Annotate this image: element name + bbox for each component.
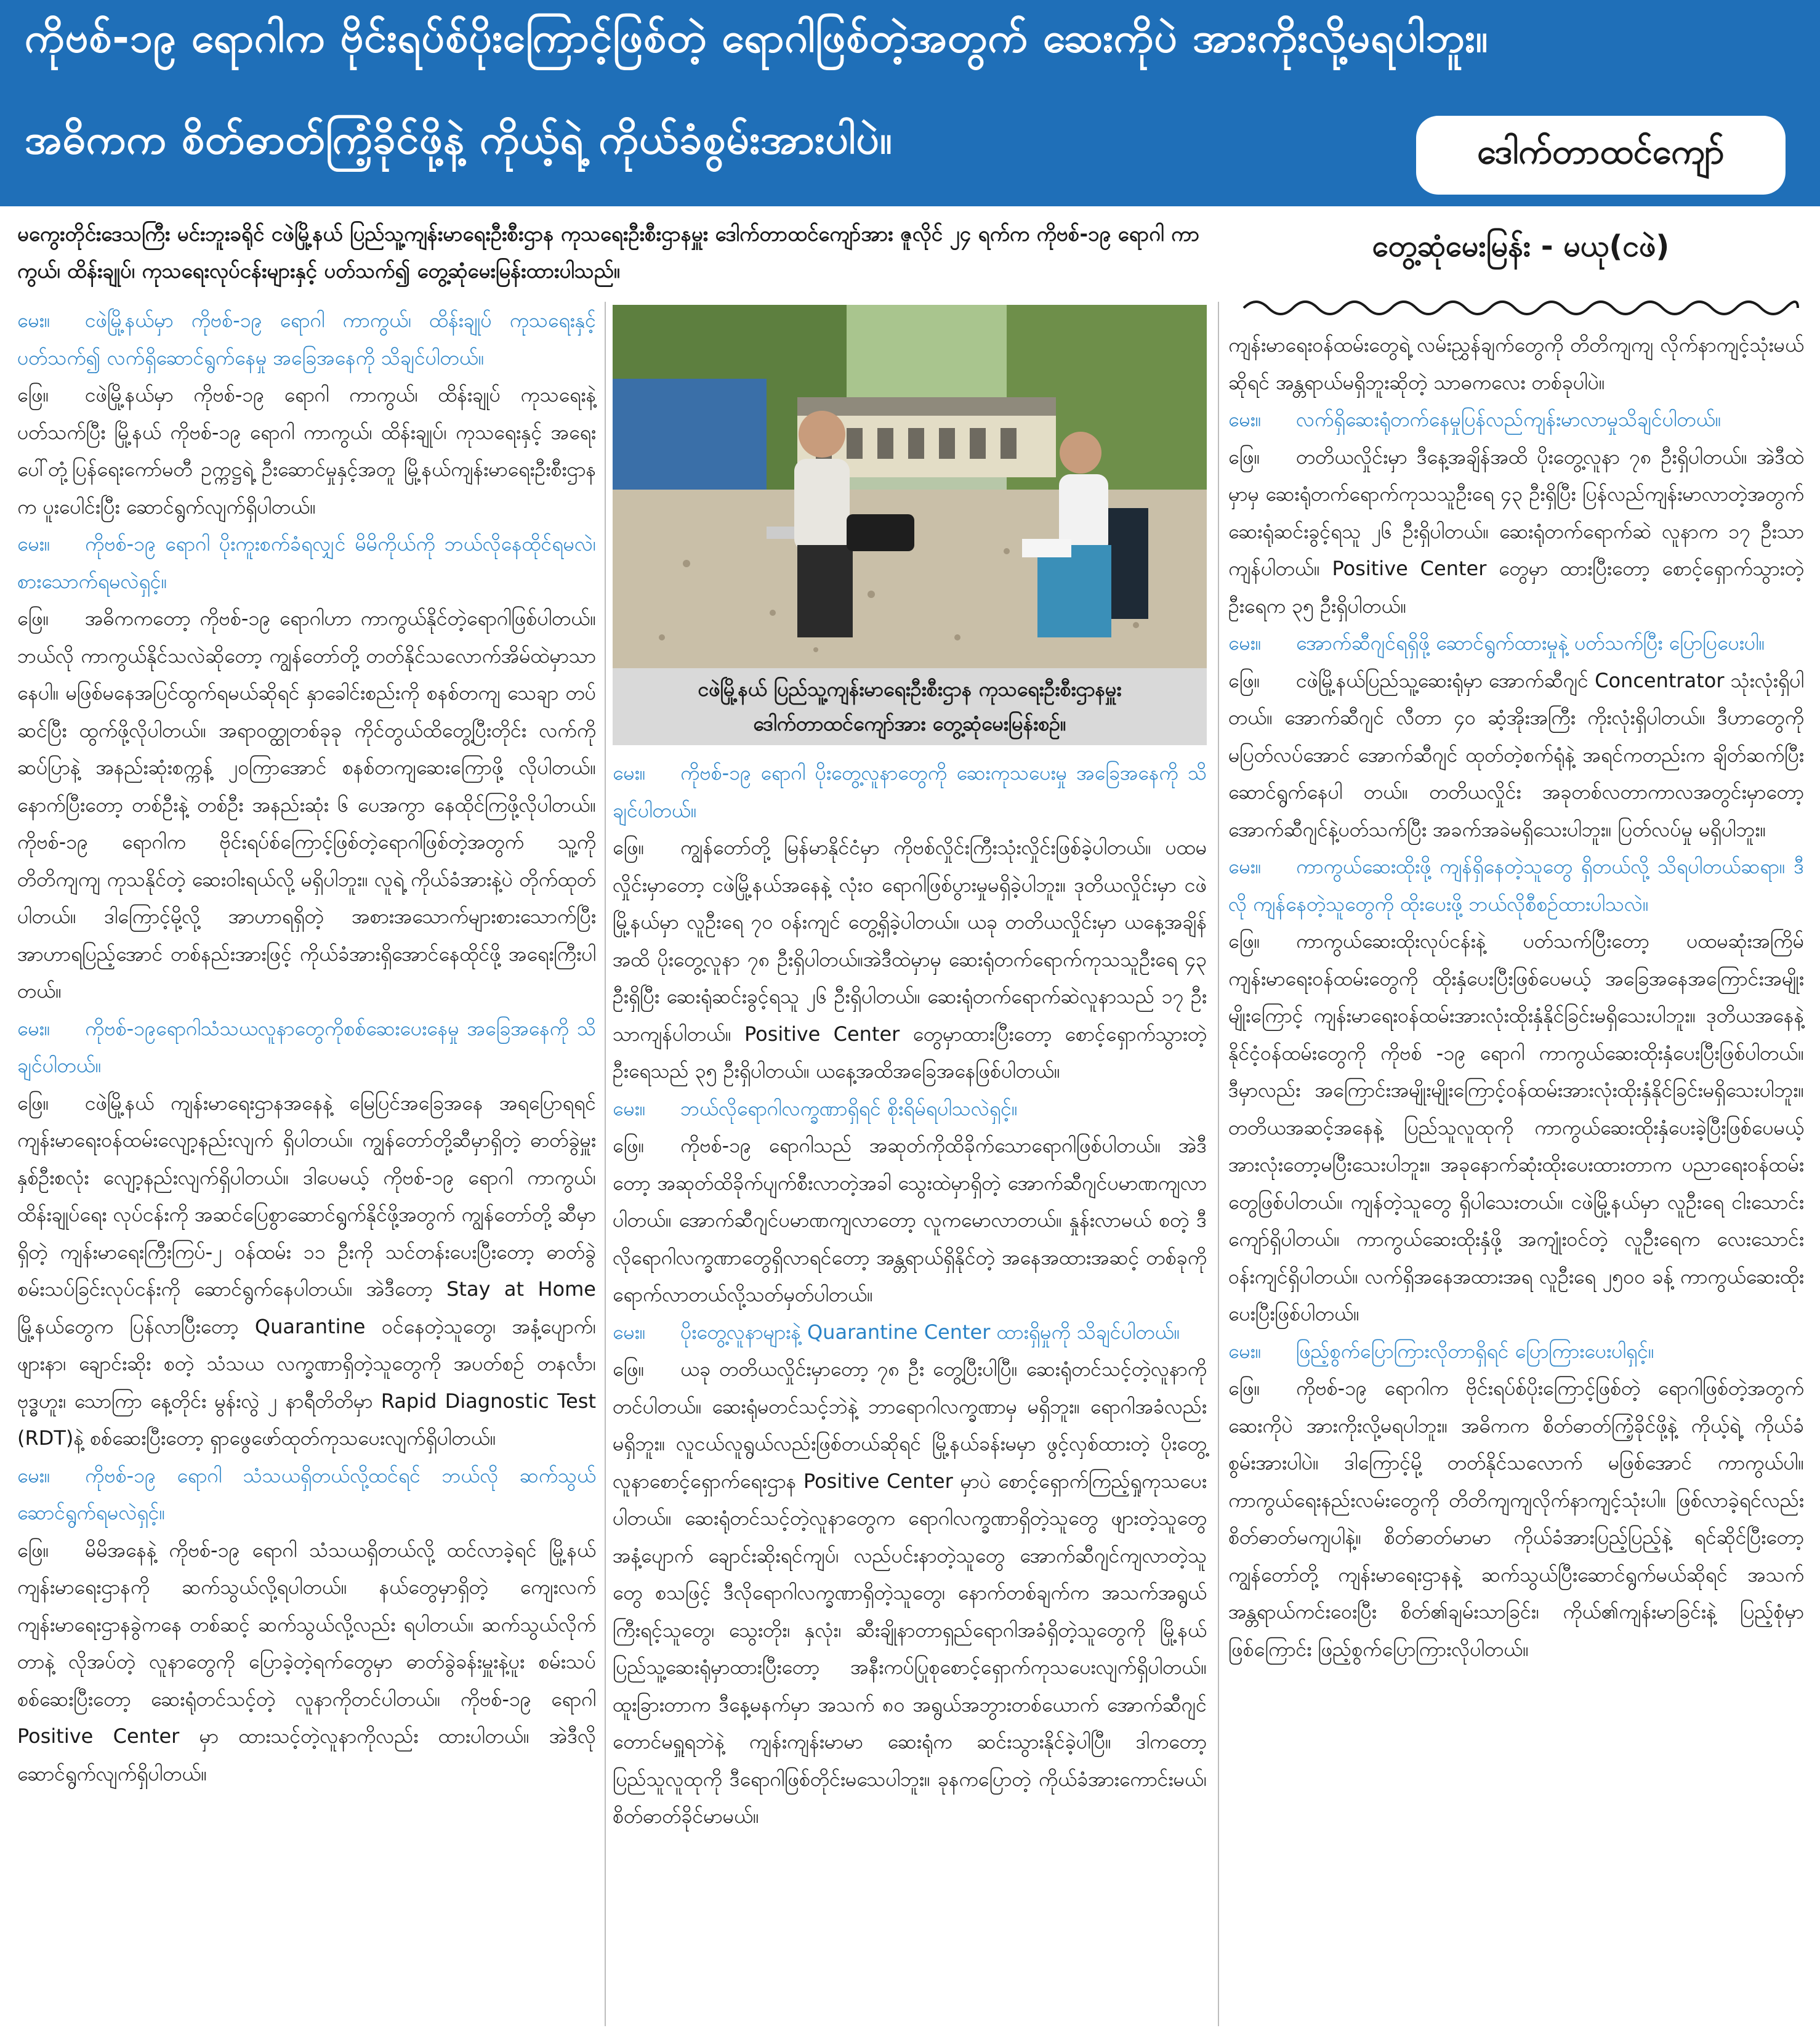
answer-paragraph (17, 600, 596, 1010)
answer-paragraph (1228, 1370, 1804, 1668)
question-tag: မေး။ (1228, 408, 1262, 431)
answer-paragraph (1228, 923, 1804, 1333)
question-tag: မေး။ (613, 1320, 646, 1344)
continued-paragraph: ကျန်းမာရေးဝန်ထမ်းတွေရဲ့ လမ်းညွှန်ချက်တွေကို တိတိကျကျ လိုက်နာကျင့်သုံးမယ်ဆိုရင် အန္တရာယ်မရှိဘူးဆိုတဲ့ သာဓကလေး တစ်ခုပါပဲ။ (1228, 333, 1804, 394)
answer-tag: ဖြေ။ (613, 1134, 645, 1157)
column-divider (605, 302, 606, 2026)
question-paragraph (17, 1010, 596, 1085)
answer-text: မိမိအနေနဲ့ ကိုဗစ်-၁၉ ရောဂါ သံသယရှိတယ်လို့ ထင်လာခဲ့ရင် မြို့နယ်ကျန်းမာရေးဌာနကို ဆက်သွယ်လို့ရပါတယ်။ နယ်တွေမှာရှိတဲ့ ကျေးလက်ကျန်းမာရေးဌာနခွဲကနေ တစ်ဆင့် ဆက်သွယ်လို့လည်း ရပါတယ်။ ဆက်သွယ်လိုက်တာနဲ့ လိုအပ်တဲ့ လူနာတွေကို ပြောခဲ့တဲ့ရက်တွေမှာ ဓာတ်ခွဲခန်းမှူးနဲ့ပူး စမ်းသပ်စစ်ဆေးပြီးတော့ ဆေးရုံတင်သင့်တဲ့ လူနာကိုတင်ပါတယ်။ ကိုဗစ်-၁၉ ရောဂါ Positive Center မှာ ထားသင့်တဲ့လူနာကိုလည်း ထားပါတယ်။ အဲဒီလို ဆောင်ရွက်လျက်ရှိပါတယ်။ (17, 1538, 596, 1785)
question-paragraph (613, 754, 1207, 829)
question-paragraph (1228, 624, 1804, 662)
column-divider (1218, 302, 1219, 2026)
answer-tag: ဖြေ။ (1228, 1376, 1260, 1400)
question-tag: မေး။ (17, 1016, 50, 1040)
answer-text: ကာကွယ်ဆေးထိုးလုပ်ငန်းနဲ့ ပတ်သက်ပြီးတော့ ပထမဆုံးအကြိမ် ကျန်းမာရေးဝန်ထမ်းတွေကို ထိုးနှံပေးပြီးဖြစ်ပေမယ့် အခြေအနေအကြောင်းအမျိုးမျိုးကြောင့် ကျန်းမာရေးဝန်ထမ်းအားလုံးထိုးနှံနိုင်ခြင်းမရှိသေးပါဘူး။ ဒုတိယအနေနဲ့ နိုင်ငံ့ဝန်ထမ်းတွေကို ကိုဗစ် -၁၉ ရောဂါ ကာကွယ်ဆေးထိုးနှံပေးပြီးဖြစ်ပါတယ်။ ဒီမှာလည်း အကြောင်းအမျိုးမျိုးကြောင့်ဝန်ထမ်းအားလုံးထိုးနှံနိုင်ခြင်းမရှိသေးပါဘူး။ တတိယအဆင့်အနေနဲ့ ပြည်သူလူထုကို ကာကွယ်ဆေးထိုးနှံပေးခဲ့ပြီးဖြစ်ပေမယ့် အားလုံးတော့မပြီးသေးပါဘူး။ အခုနောက်ဆုံးထိုးပေးထားတာက ပညာရေးဝန်ထမ်းတွေဖြစ်ပါတယ်။ ကျန်တဲ့သူတွေ ရှိပါသေးတယ်။ ငဖဲမြို့နယ်မှာ လူဦးရေ ငါးသောင်းကျော်ရှိပါတယ်။ ကာကွယ်ဆေးထိုးနှံဖို့ အကျုံးဝင်တဲ့ လူဦးရေက လေးသောင်း ဝန်းကျင်ရှိပါတယ်။ လက်ရှိအနေအထားအရ လူဦးရေ ၂၅၀၀ ခန့် ကာကွယ်ဆေးထိုးပေးပြီးဖြစ်ပါတယ်။ (1228, 929, 1805, 1325)
answer-tag: ဖြေ။ (17, 1091, 49, 1115)
question-tag: မေး။ (1228, 1339, 1262, 1363)
article-column-1 (17, 302, 596, 1792)
article-column-2 (613, 754, 1207, 1835)
answer-paragraph (613, 1127, 1207, 1314)
byline-badge: ဒေါက်တာထင်ကျော် (1416, 116, 1786, 195)
answer-tag: ဖြေ။ (1228, 929, 1260, 953)
photo-caption-line-1: ငဖဲမြို့နယ် ပြည်သူ့ကျန်းမာရေးဦးစီးဌာန ကုသရေးဦးစီးဌာနမှူး (698, 677, 1122, 701)
answer-tag: ဖြေ။ (17, 383, 49, 406)
answer-paragraph (17, 1532, 596, 1793)
question-text: အောက်ဆီဂျင်ရရှိဖို့ ဆောင်ရွက်ထားမှုနဲ့ ပတ်သက်ပြီး ပြောပြပေးပါ။ (1296, 631, 1765, 655)
question-paragraph (17, 1457, 596, 1532)
answer-text: ကျွန်တော်တို့ မြန်မာနိုင်ငံမှာ ကိုဗစ်လှိုင်းကြီးသုံးလှိုင်းဖြစ်ခဲ့ပါတယ်။ ပထမလှိုင်းမှာတော့ ငဖဲမြို့နယ်အနေနဲ့ လုံးဝ ရောဂါဖြစ်ပွားမှုမရှိခဲ့ပါဘူး။ ဒုတိယလှိုင်းမှာ ငဖဲမြို့နယ်မှာ လူဦးရေ ၇၀ ဝန်းကျင် တွေ့ရှိခဲ့ပါတယ်။ ယခု တတိယလှိုင်းမှာ ယနေ့အချိန်အထိ ပိုးတွေ့လူနာ ၇၈ ဦးရှိပါတယ်။အဲဒီထဲမှာမှ ဆေးရုံတက်ရောက်ကုသသူဦးရေ ၄၃ ဦးရှိပြီး ဆေးရုံဆင်းခွင့်ရသူ ၂၆ ဦးရှိပါတယ်။ ဆေးရုံတက်ရောက်ဆဲလူနာသည် ၁၇ ဦးသာကျန်ပါတယ်။ Positive Center တွေမှာထားပြီးတော့ စောင့်ရှောက်သွားတဲ့ဦးရေသည် ၃၅ ဦးရှိပါတယ်။ ယနေ့အထိအခြေအနေဖြစ်ပါတယ်။ (613, 836, 1207, 1083)
question-paragraph (1228, 1333, 1804, 1370)
question-paragraph (17, 302, 596, 376)
answer-tag: ဖြေ။ (1228, 668, 1260, 692)
answer-paragraph (17, 1085, 596, 1457)
answer-text: တတိယလှိုင်းမှာ ဒီနေ့အချိန်အထိ ပိုးတွေ့လူနာ ၇၈ ဦးရှိပါတယ်။ အဲဒီထဲမှာမှ ဆေးရုံတက်ရောက်ကုသသူဦးရေ ၄၃ ဦးရှိပြီး ပြန်လည်ကျန်းမာလာတဲ့အတွက် ဆေးရုံဆင်းခွင့်ရသူ ၂၆ ဦးရှိပါတယ်။ ဆေးရုံတက်ရောက်ဆဲ လူနာက ၁၇ ဦးသာ ကျန်ပါတယ်။ Positive Center တွေမှာ ထားပြီးတော့ စောင့်ရှောက်သွားတဲ့ ဦးရေက ၃၅ ဦးရှိပါတယ်။ (1228, 445, 1804, 618)
answer-text: ငဖဲမြို့နယ် ကျန်းမာရေးဌာနအနေနဲ့ မြေပြင်အခြေအနေ အရပြောရရင် ကျန်းမာရေးဝန်ထမ်းလျော့နည်းလျက် ရှိပါတယ်။ ကျွန်တော်တို့ဆီမှာရှိတဲ့ ဓာတ်ခွဲမှူး နှစ်ဦးစလုံး လျော့နည်းလျက်ရှိပါတယ်။ ဒါပေမယ့် ကိုဗစ်-၁၉ ရောဂါ ကာကွယ်၊ ထိန်းချုပ်ရေး လုပ်ငန်းကို အဆင်ပြေစွာဆောင်ရွက်နိုင်ဖို့အတွက် ကျွန်တော်တို့ ဆီမှာရှိတဲ့ ကျန်းမာရေးကြီးကြပ်-၂ ဝန်ထမ်း ၁၁ ဦးကို သင်တန်းပေးပြီးတော့ ဓာတ်ခွဲစမ်းသပ်ခြင်းလုပ်ငန်းကို ဆောင်ရွက်နေပါတယ်။ အဲဒီတော့ Stay at Home မြို့နယ်တွေက ပြန်လာပြီးတော့ Quarantine ဝင်နေတဲ့သူတွေ၊ အနံ့ပျောက်၊ ဖျားနာ၊ ချောင်းဆိုး စတဲ့ သံသယ လက္ခဏာရှိတဲ့သူတွေကို အပတ်စဉ် တနင်္လာ၊ ဗုဒ္ဓဟူး၊ သောကြာ နေ့တိုင်း မွန်းလွဲ ၂ နာရီတိတိမှာ Rapid Diagnostic Test (RDT)နဲ့ စစ်ဆေးပြီးတော့ ရှာဖွေဖော်ထုတ်ကုသပေးလျက်ရှိပါတယ်။ (17, 1091, 596, 1450)
answer-paragraph (613, 1351, 1207, 1835)
answer-text: ယခု တတိယလှိုင်းမှာတော့ ၇၈ ဦး တွေ့ပြီးပါပြီ။ ဆေးရုံတင်သင့်တဲ့လူနာကို တင်ပါတယ်။ ဆေးရုံမတင်သင့်ဘဲနဲ့ ဘာရောဂါလက္ခဏာမှ မရှိဘူး။ ရောဂါအခံလည်း မရှိဘူး။ လူငယ်လူရွယ်လည်းဖြစ်တယ်ဆိုရင် မြို့နယ်ခန်းမမှာ ဖွင့်လှစ်ထားတဲ့ ပိုးတွေ့လူနာစောင့်ရှောက်ရေးဌာန Positive Center မှာပဲ စောင့်ရှောက်ကြည့်ရှုကုသပေးပါတယ်။ ဆေးရုံတင်သင့်တဲ့လူနာတွေက ရောဂါလက္ခဏာရှိတဲ့သူတွေ ဖျားတဲ့သူတွေ အနံ့ပျောက် ချောင်းဆိုးရင်ကျပ်၊ လည်ပင်းနာတဲ့သူတွေ အောက်ဆီဂျင်ကျလာတဲ့သူတွေ စသဖြင့် ဒီလိုရောဂါလက္ခဏာရှိတဲ့သူတွေ၊ နောက်တစ်ချက်က အသက်အရွယ်ကြီးရင့်သူတွေ၊ သွေးတိုး၊ နှလုံး၊ ဆီးချိုနာတာရှည်ရောဂါအခံရှိတဲ့သူတွေကို မြို့နယ်ပြည်သူ့ဆေးရုံမှာထားပြီးတော့ အနီးကပ်ပြုစုစောင့်ရှောက်ကုသပေးလျက်ရှိပါတယ်။ ထူးခြားတာက ဒီနေ့မနက်မှာ အသက် ၈၀ အရွယ်အဘွားတစ်ယောက် အောက်ဆီဂျင်တောင်မရှူရဘဲနဲ့ ကျန်းကျန်းမာမာ ဆေးရုံက ဆင်းသွားနိုင်ခဲ့ပါပြီ။ ဒါကတော့ ပြည်သူလူထုကို ဒီရောဂါဖြစ်တိုင်းမသေပါဘူး။ ခုနကပြောတဲ့ ကိုယ်ခံအားကောင်းမယ်၊ စိတ်ဓာတ်ခိုင်မာမယ်။ (613, 1357, 1207, 1828)
question-paragraph (1228, 401, 1804, 438)
intro-paragraph: မကွေးတိုင်းဒေသကြီး မင်းဘူးခရိုင် ငဖဲမြို့နယ် ပြည်သူ့ကျန်းမာရေးဦးစီးဌာန ကုသရေးဦးစီးဌာနမှူး ဒေါက်တာထင်ကျော်အား ဇူလိုင် ၂၄ ရက်က ကိုဗစ်-၁၉ ရောဂါ ကာကွယ်၊ ထိန်းချုပ်၊ ကုသရေးလုပ်ငန်းများနှင့် ပတ်သက်၍ တွေ့ဆုံမေးမြန်းထားပါသည်။ (17, 222, 1200, 283)
interview-photo (613, 305, 1207, 668)
answer-tag: ဖြေ။ (613, 836, 645, 859)
question-text: ပိုးတွေ့လူနာများနဲ့ Quarantine Center ထားရှိမှုကို သိချင်ပါတယ်။ (680, 1320, 1180, 1344)
question-tag: မေး။ (17, 309, 50, 332)
question-paragraph (1228, 848, 1804, 923)
answer-text: ကိုဗစ်-၁၉ ရောဂါသည် အဆုတ်ကိုထိခိုက်သောရောဂါဖြစ်ပါတယ်။ အဲဒီတော့ အဆုတ်ထိခိုက်ပျက်စီးလာတဲ့အခါ သွေးထဲမှာရှိတဲ့ အောက်ဆီဂျင်ပမာဏကျလာပါတယ်။ အောက်ဆီဂျင်ပမာဏကျလာတော့ လူကမောလာတယ်။ နှုန်းလာမယ် စတဲ့ ဒီလိုရောဂါလက္ခဏာတွေရှိလာရင်တော့ အန္တရာယ်ရှိနိုင်တဲ့ အနေအထားအဆင့် တစ်ခုကို ရောက်လာတယ်လို့သတ်မှတ်ပါတယ်။ (613, 1134, 1207, 1306)
question-paragraph (613, 1090, 1207, 1128)
question-text: ငဖဲမြို့နယ်မှာ ကိုဗစ်-၁၉ ရောဂါ ကာကွယ်၊ ထိန်းချုပ် ကုသရေးနှင့်ပတ်သက်၍ လက်ရှိဆောင်ရွက်နေမှု အခြေအနေကို သိချင်ပါတယ်။ (17, 309, 596, 370)
question-tag: မေး။ (613, 761, 646, 785)
answer-paragraph (613, 829, 1207, 1090)
question-text: ကာကွယ်ဆေးထိုးဖို့ ကျန်ရှိနေတဲ့သူတွေ ရှိတယ်လို့ သိရပါတယ်ဆရာ။ ဒီလို ကျန်နေတဲ့သူတွေကို ထိုးပေးဖို့ ဘယ်လိုစီစဉ်ထားပါသလဲ။ (1228, 855, 1804, 916)
photo-caption-line-2: ဒေါက်တာထင်ကျော်အား တွေ့ဆုံမေးမြန်းစဉ်။ (753, 712, 1066, 735)
answer-paragraph (17, 376, 596, 525)
answer-text: ငဖဲမြို့နယ်မှာ ကိုဗစ်-၁၉ ရောဂါ ကာကွယ်၊ ထိန်းချုပ် ကုသရေးနဲ့ပတ်သက်ပြီး မြို့နယ် ကိုဗစ်-၁၉ ရောဂါ ကာကွယ်၊ ထိန်းချုပ်၊ ကုသရေးနှင့် အရေးပေါ်တုံ့ပြန်ရေးကော်မတီ ဥက္ကဋ္ဌရဲ့ ဦးဆောင်မှုနှင့်အတူ မြို့နယ်ကျန်းမာရေးဦးစီးဌာနက ပူးပေါင်းပြီး ဆောင်ရွက်လျက်ရှိပါတယ်။ (17, 383, 597, 519)
answer-text: ကိုဗစ်-၁၉ ရောဂါက ဗိုင်းရပ်စ်ပိုးကြောင့်ဖြစ်တဲ့ ရောဂါဖြစ်တဲ့အတွက် ဆေးကိုပဲ အားကိုးလို့မရပါဘူး။ အဓိကက စိတ်ဓာတ်ကြံ့ခိုင်ဖို့နဲ့ ကိုယ့်ရဲ့ ကိုယ်ခံစွမ်းအားပါပဲ။ ဒါကြောင့်မို့ တတ်နိုင်သလောက် မဖြစ်အောင် ကာကွယ်ပါ။ ကာကွယ်ရေးနည်းလမ်းတွေကို တိတိကျကျလိုက်နာကျင့်သုံးပါ။ ဖြစ်လာခဲ့ရင်လည်း စိတ်ဓာတ်မကျပါနဲ့။ စိတ်ဓာတ်မာမာ ကိုယ်ခံအားပြည့်ပြည့်နဲ့ ရင်ဆိုင်ပြီးတော့ ကျွန်တော်တို့ ကျန်းမာရေးဌာနနဲ့ ဆက်သွယ်ပြီးဆောင်ရွက်မယ်ဆိုရင် အသက်အန္တရာယ်ကင်းဝေးပြီး စိတ်၏ချမ်းသာခြင်း၊ ကိုယ်၏ကျန်းမာခြင်းနဲ့ ပြည့်စုံမှာဖြစ်ကြောင်း ဖြည့်စွက်ပြောကြားလိုပါတယ်။ (1228, 1376, 1804, 1661)
question-tag: မေး။ (1228, 855, 1262, 878)
question-tag: မေး။ (17, 532, 50, 555)
question-text: ကိုဗစ်-၁၉ ရောဂါ ပိုးကူးစက်ခံရလျှင် မိမိကိုယ်ကို ဘယ်လိုနေထိုင်ရမလဲ၊ စားသောက်ရမလဲရှင့်။ (17, 532, 596, 593)
question-text: ဘယ်လိုရောဂါလက္ခဏာရှိရင် စိုးရိမ်ရပါသလဲရှင့်။ (680, 1096, 1018, 1120)
headline-banner (0, 0, 1820, 206)
answer-paragraph (1228, 662, 1804, 849)
question-text: ဖြည့်စွက်ပြောကြားလိုတာရှိရင် ပြောကြားပေးပါရှင့်။ (1296, 1339, 1654, 1363)
wavy-divider (1238, 289, 1804, 326)
question-tag: မေး။ (613, 1096, 646, 1120)
reporter-credit: တွေ့ဆုံမေးမြန်း - မယု(ငဖဲ) (1372, 229, 1670, 264)
question-text: ကိုဗစ်-၁၉ရောဂါသံသယလူနာတွေကိုစစ်ဆေးပေးနေမှု အခြေအနေကို သိချင်ပါတယ်။ (17, 1016, 596, 1077)
answer-tag: ဖြေ။ (613, 1357, 645, 1381)
article-column-3 (1228, 326, 1804, 1668)
answer-text: ငဖဲမြို့နယ်ပြည်သူ့ဆေးရုံမှာ အောက်ဆီဂျင် Concentrator သုံးလုံးရှိပါတယ်။ အောက်ဆီဂျင် လီတာ ၄၀ ဆံ့အိုးအကြီး ကိုးလုံးရှိပါတယ်။ ဒီဟာတွေကို မပြတ်လပ်အောင် အောက်ဆီဂျင် ထုတ်တဲ့စက်ရုံနဲ့ အရင်ကတည်းက ချိတ်ဆက်ပြီးဆောင်ရွက်နေပါ တယ်။ တတိယလှိုင်း အခုတစ်လတာကာလအတွင်းမှာတော့ အောက်ဆီဂျင်နဲ့ပတ်သက်ပြီး အခက်အခဲမရှိသေးပါဘူး။ ပြတ်လပ်မှု မရှိပါဘူး။ (1228, 668, 1804, 841)
question-text: ကိုဗစ်-၁၉ ရောဂါ သံသယရှိတယ်လို့ထင်ရင် ဘယ်လို ဆက်သွယ်ဆောင်ရွက်ရမလဲရှင့်။ (17, 1463, 596, 1524)
photo-caption (613, 668, 1207, 745)
answer-paragraph (1228, 438, 1804, 625)
headline-line-1: ကိုဗစ်-၁၉ ရောဂါက ဗိုင်းရပ်စ်ပိုးကြောင့်ဖြစ်တဲ့ ရောဂါဖြစ်တဲ့အတွက် ဆေးကိုပဲ အားကိုးလို့မရပါဘူး။ (25, 14, 1489, 62)
headline-line-2: အဓိကက စိတ်ဓာတ်ကြံ့ခိုင်ဖို့နဲ့ ကိုယ့်ရဲ့ ကိုယ်ခံစွမ်းအားပါပဲ။ (25, 116, 893, 163)
answer-tag: ဖြေ။ (1228, 445, 1260, 469)
question-tag: မေး။ (17, 1463, 50, 1487)
question-tag: မေး။ (1228, 631, 1262, 655)
answer-tag: ဖြေ။ (17, 1538, 49, 1562)
answer-tag: ဖြေ။ (17, 607, 49, 630)
question-text: ကိုဗစ်-၁၉ ရောဂါ ပိုးတွေ့လူနာတွေကို ဆေးကုသပေးမှု အခြေအနေကို သိချင်ပါတယ်။ (613, 761, 1207, 822)
answer-text: အဓိကကတော့ ကိုဗစ်-၁၉ ရောဂါဟာ ကာကွယ်နိုင်တဲ့ရောဂါဖြစ်ပါတယ်။ ဘယ်လို ကာကွယ်နိုင်သလဲဆိုတော့ ကျွန်တော်တို့ တတ်နိုင်သလောက်အိမ်ထဲမှာသာနေပါ။ မဖြစ်မနေအပြင်ထွက်ရမယ်ဆိုရင် နှာခေါင်းစည်းကို စနစ်တကျ သေချာ တပ်ဆင်ပြီး ထွက်ဖို့လိုပါတယ်။ အရာဝတ္ထုတစ်ခုခု ကိုင်တွယ်ထိတွေ့ပြီးတိုင်း လက်ကိုဆပ်ပြာနဲ့ အနည်းဆုံးစက္ကန့် ၂၀ကြာအောင် စနစ်တကျဆေးကြောဖို့ လိုပါတယ်။ နောက်ပြီးတော့ တစ်ဦးနဲ့ တစ်ဦး အနည်းဆုံး ၆ ပေအကွာ နေထိုင်ကြဖို့လိုပါတယ်။ ကိုဗစ်-၁၉ ရောဂါက ဗိုင်းရပ်စ်ကြောင့်ဖြစ်တဲ့ရောဂါဖြစ်တဲ့အတွက် သူ့ကို တိတိကျကျ ကုသနိုင်တဲ့ ဆေးဝါးရယ်လို့ မရှိပါဘူး။ လူရဲ့ ကိုယ်ခံအားနဲ့ပဲ တိုက်ထုတ်ပါတယ်။ ဒါကြောင့်မို့လို့ အာဟာရရှိတဲ့ အစားအသောက်များစားသောက်ပြီး အာဟာရပြည့်အောင် တစ်နည်းအားဖြင့် ကိုယ်ခံအားရှိအောင်နေထိုင်ဖို့ အရေးကြီးပါတယ်။ (17, 607, 596, 1003)
question-paragraph (613, 1314, 1207, 1351)
question-paragraph (17, 525, 596, 600)
question-text: လက်ရှိဆေးရုံတက်နေမှုပြန်လည်ကျန်းမာလာမှုသိချင်ပါတယ်။ (1296, 408, 1721, 431)
